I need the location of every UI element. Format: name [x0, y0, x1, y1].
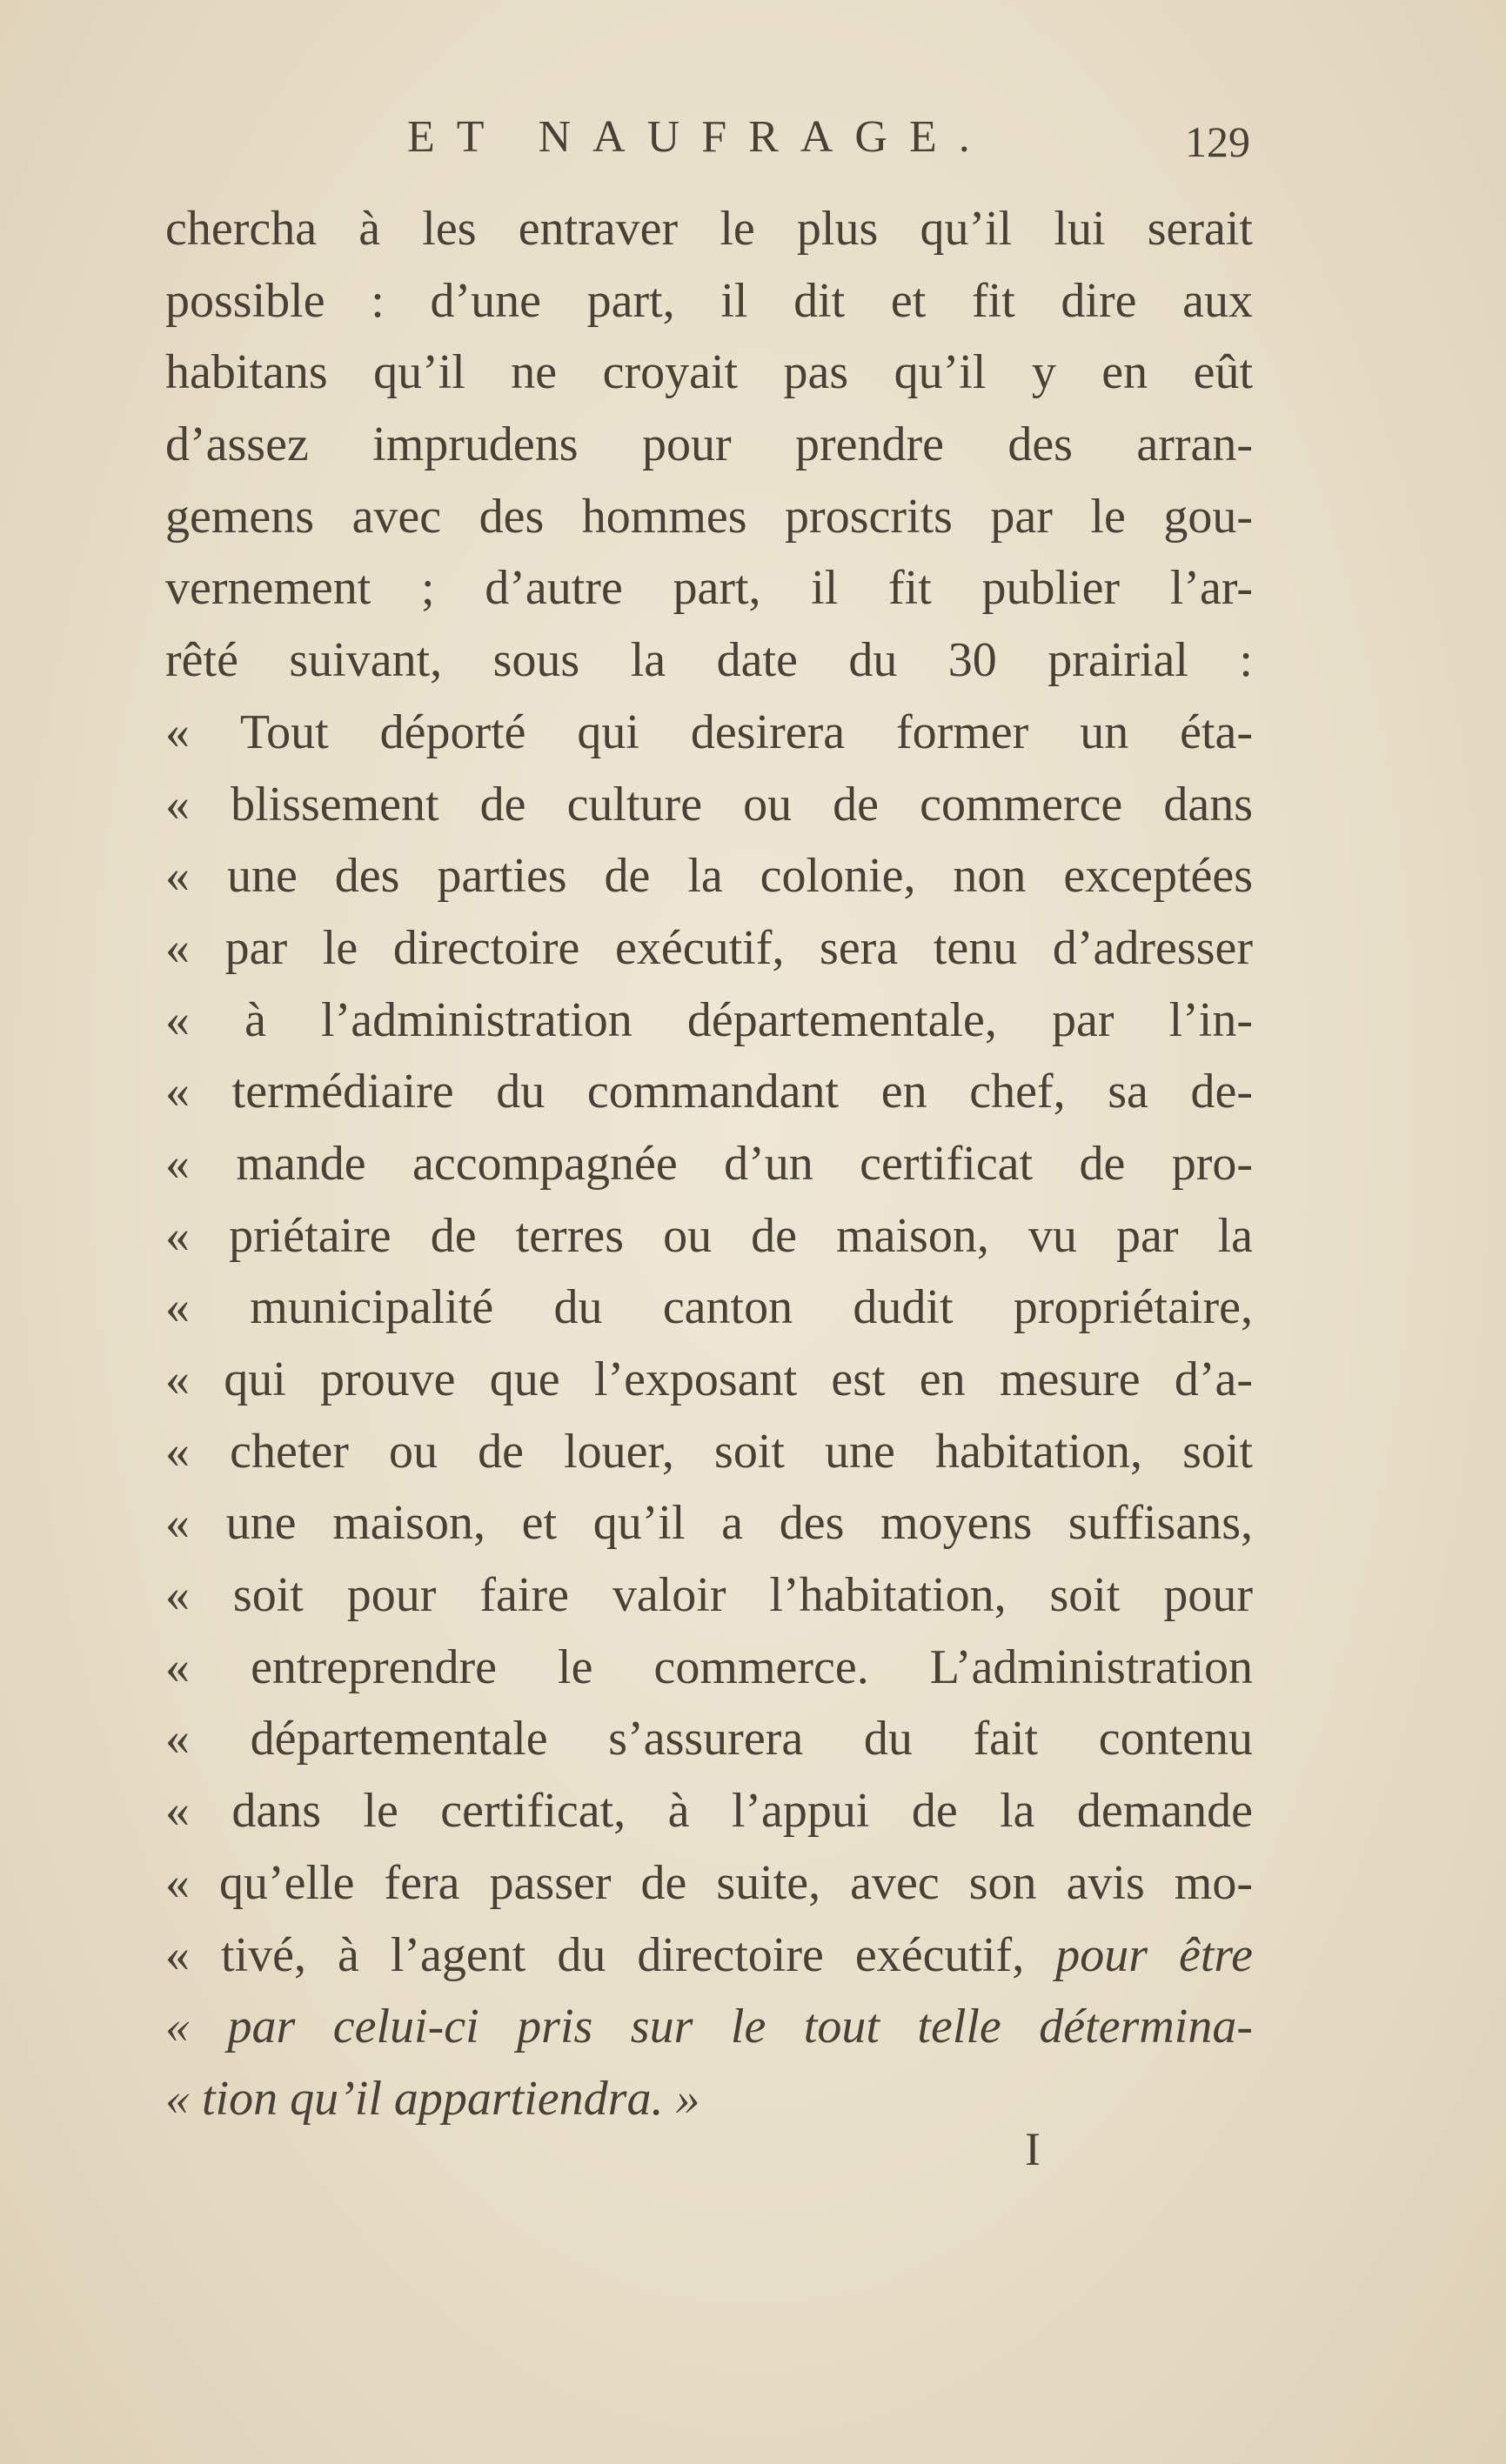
text-line: « dans le certificat, à l’appui de la demande: [165, 1784, 1253, 1839]
text-line: « priétaire de terres ou de maison, vu par la: [165, 1208, 1253, 1263]
text-line: « blissement de culture ou de commerce dans: [165, 777, 1253, 831]
text-segment-italic: pour être: [1055, 1927, 1253, 1982]
text-segment-roman: « tivé, à l’agent du directoire exécutif,: [165, 1927, 1025, 1982]
page-header: [0, 111, 1506, 181]
text-line: « cheter ou de louer, soit une habitation, soit: [165, 1424, 1253, 1479]
page-number: 129: [1185, 117, 1250, 166]
text-line: « entreprendre le commerce. L’administration: [165, 1639, 1253, 1694]
text-line: « Tout déporté qui desirera former un éta-: [165, 704, 1253, 759]
text-line: « une des parties de la colonie, non exceptées: [165, 849, 1253, 904]
text-line: « départementale s’assurera du fait contenu: [165, 1712, 1253, 1766]
text-line: gemens avec des hommes proscrits par le gou-: [165, 489, 1253, 544]
text-line: habitans qu’il ne croyait pas qu’il y en eût: [165, 345, 1253, 400]
text-line: chercha à les entraver le plus qu’il lui serait: [165, 202, 1253, 256]
text-line: rêté suivant, sous la date du 30 prairial :: [165, 633, 1253, 688]
text-line: « qu’elle fera passer de suite, avec son avis mo-: [165, 1855, 1253, 1910]
text-line: vernement ; d’autre part, il fit publier l’ar-: [165, 561, 1253, 616]
text-line: d’assez imprudens pour prendre des arran-: [165, 417, 1253, 472]
text-line-mixed: [165, 1920, 1253, 1992]
text-line: « une maison, et qu’il a des moyens suffisans,: [165, 1496, 1253, 1551]
text-line: « mande accompagnée d’un certificat de pro-: [165, 1136, 1253, 1191]
text-line: « soit pour faire valoir l’habitation, soit pour: [165, 1568, 1253, 1623]
text-line: « par le directoire exécutif, sera tenu d’adresser: [165, 920, 1253, 975]
text-line: « à l’administration départementale, par l’in-: [165, 992, 1253, 1047]
running-head: ET NAUFRAGE.: [407, 112, 992, 162]
text-line-italic-last: « tion qu’il appartiendra. »: [165, 2071, 700, 2126]
signature-mark: I: [1025, 2123, 1041, 2175]
text-line: « municipalité du canton dudit propriétaire,: [165, 1280, 1253, 1335]
text-line: possible : d’une part, il dit et fit dire aux: [165, 273, 1253, 328]
text-line: « qui prouve que l’exposant est en mesure d’a-: [165, 1352, 1253, 1406]
text-line-italic: « par celui-ci pris sur le tout telle détermina-: [165, 2000, 1253, 2054]
body-text: [165, 193, 1253, 2135]
text-line: « termédiaire du commandant en chef, sa de-: [165, 1065, 1253, 1119]
